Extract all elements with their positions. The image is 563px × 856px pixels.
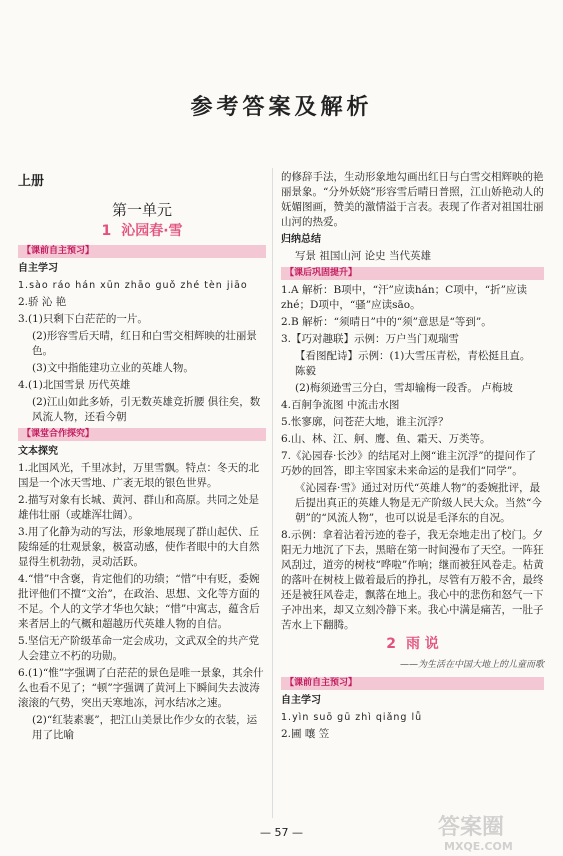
subsection-label: 自主学习 [281, 695, 321, 706]
lesson-title: 雨 说 [405, 636, 439, 652]
answer-item: 3.用了化静为动的写法，形象地展现了群山起伏、丘陵绵延的壮观景象，极富动感，使作者眼中的大自然显得生机勃勃，灵动活跃。 [18, 526, 260, 568]
subsection-label: 归纳总结 [281, 234, 321, 245]
answer-item: 2.圃 嚷 笠 [281, 728, 330, 740]
answer-item: (2)形容雪后天晴，红日和白雪交相辉映的壮丽景色。 [32, 330, 257, 357]
answer-item: 《沁园春·雪》通过对历代“英雄人物”的委婉批评，最后提出真正的英雄人物是无产阶级人民大众。当然“今朝”的“风流人物”，也可以说是毛泽东的自况。 [295, 482, 542, 524]
answer-item: (2)江山如此多娇，引无数英雄竞折腰 俱往矣，数风流人物，还看今朝 [32, 396, 261, 423]
answer-item: 8.示例：拿着沾着污迹的卷子，我无奈地走出了校门。夕阳无力地沉了下去，黑暗在第一时间漫布了天空。一阵狂风刮过，道旁的树枝“哗啦”作响；继而被狂风卷走。枯黄的落叶在树枝上做着最后的挣扎，尽管有万般不舍，最终还是被狂风卷走，飘落在地上。我心中的悲伤和怒气一下子冲出来，却又立刻冷静下来。我心中满是痛苦，一肚子苦水上下翻腾。 [281, 529, 544, 631]
answer-item: 2.B 解析：“须晴日”中的“须”意思是“等到”。 [281, 316, 492, 328]
volume-heading: 上册 [18, 174, 45, 189]
section-label: 【课后巩固提升】 [281, 267, 544, 280]
lesson-title: 沁园春·雪 [121, 223, 183, 239]
answer-item: 4.“惜”中含褒，肯定他们的功绩；“惜”中有贬，委婉批评他们不擅“文治”，在政治、思想、文化等方面的不足。个人的文学才华也欠缺；“惜”中寓志，蕴含后来者居上的气概和超越历代英雄人物的自信。 [18, 573, 260, 630]
section-label: 【课前自主预习】 [281, 677, 544, 690]
page-title: 参考答案及解析 [190, 94, 373, 120]
subsection-label: 自主学习 [18, 263, 58, 274]
answer-item: 3.(1)只剩下白茫茫的一片。 [18, 313, 148, 325]
left-column [18, 168, 266, 745]
lesson-heading [281, 637, 544, 652]
section-label: 【课堂合作探究】 [18, 428, 266, 441]
answer-item: 2.描写对象有长城、黄河、群山和高原。共同之处是雄伟壮丽（或雄浑壮阔）。 [18, 494, 260, 521]
answer-item: 1.sào ráo hán xūn zhāo guǒ zhé tèn jiāo [18, 280, 248, 291]
answer-item: 5.坚信无产阶级革命一定会成功，文武双全的共产党人会建立不朽的功勋。 [18, 635, 260, 662]
answer-item: 6.山、林、江、舸、鹰、鱼、霜天、万类等。 [281, 433, 491, 445]
answer-item: (2)“红装素裹”，把江山美景比作少女的衣装，运用了比喻 [32, 714, 258, 741]
answer-item: 4.(1)北国雪景 历代英雄 [18, 379, 131, 391]
watermark-text: 答案圈 [438, 815, 505, 840]
lesson-subtitle: ——为生活在中国大地上的儿童而歌 [399, 660, 544, 670]
answer-item: 3.【巧对趣联】示例：万户当门观瑞雪 [281, 333, 460, 345]
unit-heading: 第一单元 [111, 201, 172, 219]
subsection-label: 文本探究 [18, 446, 58, 457]
watermark-url: MXQE.COM [444, 840, 513, 853]
answer-item: 1.yìn suō gū zhì qiǎng lǚ [281, 712, 423, 723]
answer-item: 的修辞手法，生动形象地勾画出红日与白雪交相辉映的艳丽景象。“分外妖娆”形容雪后晴日普照，江山娇艳动人的妩媚图画，赞美的激情溢于言表。表现了作者对祖国壮丽山河的热爱。 [281, 171, 544, 228]
lesson-heading [18, 224, 266, 239]
answer-item: 6.(1)“惟”字强调了白茫茫的景色是唯一景象，其余什么也看不见了；“顿”字强调了黄河上下瞬间失去波涛滚滚的气势，突出天寒地冻，河水结冰之速。 [18, 667, 264, 709]
column-divider [272, 168, 273, 818]
answer-item: (3)文中指能建功立业的英雄人物。 [32, 362, 194, 374]
lesson-number: 1 [101, 223, 112, 239]
answer-item: 2.骄 沁 艳 [18, 296, 67, 308]
answer-item: 写景 祖国山河 论史 当代英雄 [295, 250, 432, 262]
watermark-logo [430, 810, 555, 854]
right-column [281, 168, 544, 744]
answer-item: 4.百舸争流图 中流击水图 [281, 399, 400, 411]
answer-item: 1.北国风光，千里冰封，万里雪飘。特点：冬天的北国是一个冰天雪地、广袤无垠的银色世界。 [18, 462, 260, 489]
answer-item: 7.《沁园春·长沙》的结尾对上阕“谁主沉浮”的提问作了巧妙的回答，即主宰国家未来命运的是我们“同学”。 [281, 450, 537, 477]
answer-item: 【看图配诗】示例：(1)大雪压青松，青松挺且直。 陈毅 [295, 350, 531, 377]
lesson-number: 2 [386, 636, 396, 652]
answer-item: 5.怅寥廓，问苍茫大地，谁主沉浮？ [281, 416, 449, 428]
section-label: 【课前自主预习】 [18, 245, 266, 258]
answer-item: 1.A 解析：B项中，“汗”应读hán；C项中，“折”应读zhé；D项中，“骚”应读sāo。 [281, 284, 527, 311]
page-number: — 57 — [260, 826, 303, 839]
answer-item: (2)梅须逊雪三分白，雪却输梅一段香。 卢梅坡 [295, 382, 513, 394]
